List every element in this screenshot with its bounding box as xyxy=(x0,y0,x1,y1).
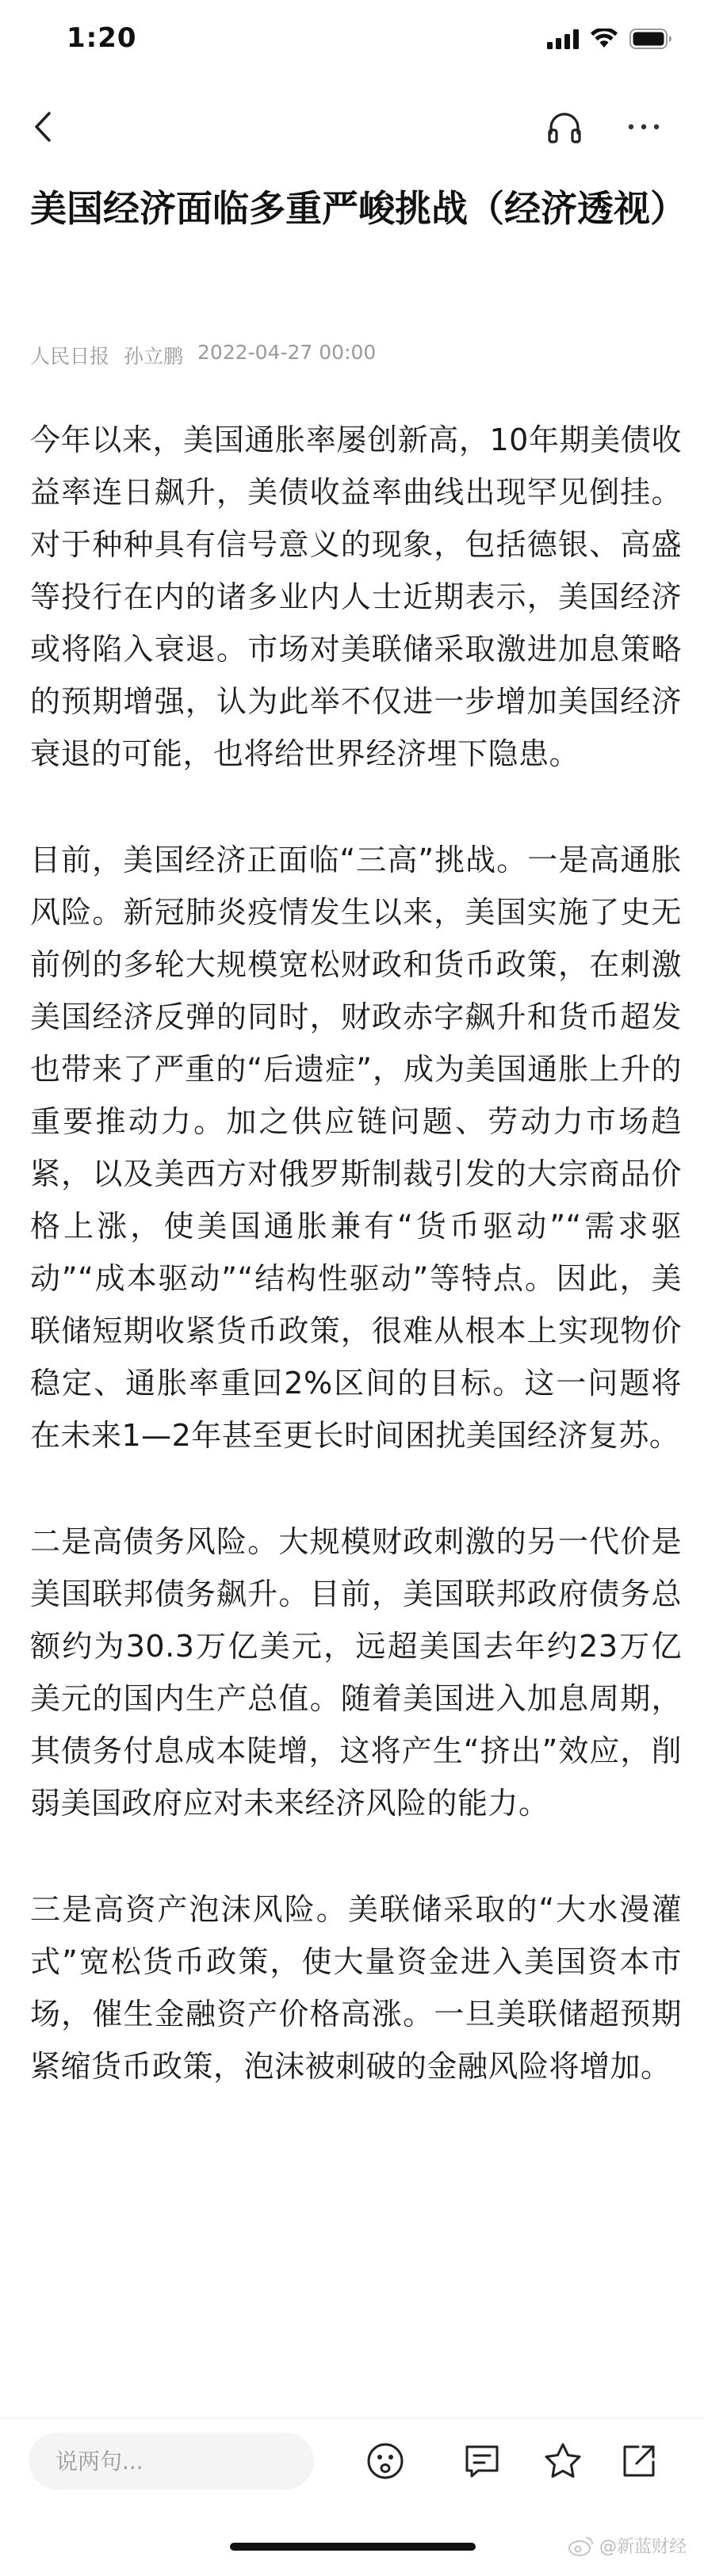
article-author: 孙立鹏 xyxy=(124,345,184,368)
status-time: 1:20 xyxy=(67,22,137,54)
status-icons xyxy=(547,29,672,49)
weibo-icon xyxy=(568,2535,595,2557)
share-icon xyxy=(619,2441,659,2481)
nav-bar xyxy=(0,89,704,165)
emoji-icon xyxy=(365,2441,405,2481)
article-paragraph: 今年以来，美国通胀率屡创新高，10年期美债收益率连日飙升，美债收益率曲线出现罕见倒挂。对于种种具有信号意义的现象，包括德银、高盛等投行在内的诸多业内人士近期表示，美国经济或将陷入衰退。市场对美联储采取激进加息策略的预期增强，认为此举不仅进一步增加美国经济衰退的可能，也将给世界经济埋下隐患。 xyxy=(30,422,682,771)
favorite-button[interactable] xyxy=(539,2437,587,2485)
star-icon xyxy=(542,2441,583,2481)
watermark-text: @新蓝财经 xyxy=(599,2537,687,2557)
comment-icon xyxy=(462,2441,502,2481)
article-source[interactable]: 人民日报 xyxy=(30,345,110,368)
battery-icon xyxy=(629,29,672,49)
headphone-icon xyxy=(546,109,583,144)
article-meta xyxy=(30,341,376,369)
article-title: 美国经济面临多重严峻挑战（经济透视） xyxy=(30,187,687,230)
more-dots-icon xyxy=(626,123,661,131)
bottom-toolbar xyxy=(0,2417,704,2505)
watermark xyxy=(568,2533,687,2558)
article-body xyxy=(30,414,682,2411)
share-button[interactable] xyxy=(615,2437,663,2485)
wifi-icon xyxy=(590,29,618,49)
emoji-button[interactable] xyxy=(362,2437,409,2485)
article-paragraph: 二是高债务风险。大规模财政刺激的另一代价是美国联邦债务飙升。目前，美国联邦政府债务总额约为30.3万亿美元，远超美国去年约23万亿美元的国内生产总值。随着美国进入加息周期，其债务付息成本陡增，这将产生“挤出”效应，削弱美国政府应对未来经济风险的能力。 xyxy=(30,1524,682,1821)
more-button[interactable] xyxy=(615,101,672,152)
listen-button[interactable] xyxy=(539,101,590,152)
back-button[interactable] xyxy=(19,103,67,151)
article-paragraph: 三是高资产泡沫风险。美联储采取的“大水漫灌式”宽松货币政策，使大量资金进入美国资本市场，催生金融资产价格高涨。一旦美联储超预期紧缩货币政策，泡沫被刺破的金融风险将增加。 xyxy=(30,1892,682,2084)
status-bar xyxy=(0,0,704,89)
article-date: 2022-04-27 00:00 xyxy=(197,341,377,364)
comment-input[interactable] xyxy=(29,2433,314,2490)
comments-button[interactable] xyxy=(458,2437,506,2485)
cellular-signal-icon xyxy=(547,29,579,49)
article-paragraph: 目前，美国经济正面临“三高”挑战。一是高通胀风险。新冠肺炎疫情发生以来，美国实施了史无前例的多轮大规模宽松财政和货币政策，在刺激美国经济反弹的同时，财政赤字飙升和货币超发也带来了严重的“后遗症”，成为美国通胀上升的重要推动力。加之供应链问题、劳动力市场趋紧，以及美西方对俄罗斯制裁引发的大宗商品价格上涨，使美国通胀兼有“货币驱动”“需求驱动”“成本驱动”“结构性驱动”等特点。因此，美联储短期收紧货币政策，很难从根本上实现物价稳定、通胀率重回2%区间的目标。这一问题将在未来1—2年甚至更长时间困扰美国经济复苏。 xyxy=(30,843,682,1453)
back-chevron-icon xyxy=(32,110,54,143)
home-indicator[interactable] xyxy=(230,2543,476,2551)
